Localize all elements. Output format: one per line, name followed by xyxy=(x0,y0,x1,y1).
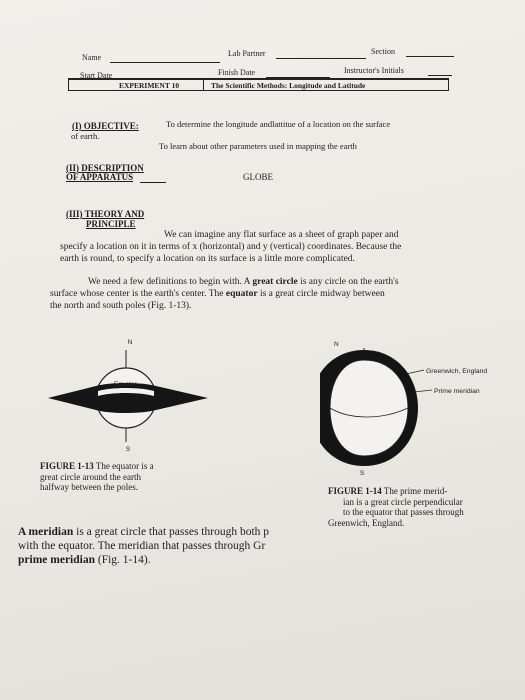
lab-partner-label: Lab Partner xyxy=(228,49,266,58)
objective-line-1: To determine the longitude andlattitue of a location on the surface xyxy=(166,119,391,129)
name-label: Name xyxy=(82,53,102,62)
fig14-prime-meridian-label: Prime meridian xyxy=(434,388,480,395)
theory-p2-line-1: We need a few definitions to begin with. A great circle is any circle on the earth's xyxy=(88,277,399,287)
name-field[interactable] xyxy=(110,62,220,63)
figure-1-14-caption: FIGURE 1-14 The prime merid- ian is a great circle perpendicular to the equator that passes through Greenwich, England. xyxy=(328,486,464,528)
section-field[interactable] xyxy=(406,56,454,57)
theory-p1-line-2: specify a location on it in terms of x (horizontal) and y (vertical) coordinates. Because the xyxy=(60,242,402,253)
theory-p1-line-3: earth is round, to specify a location on its surface is a little more complicated. xyxy=(60,254,355,265)
meridian-line-2: with the equator. The meridian that passes through Gr xyxy=(18,540,266,552)
theory-heading-line-1: (III) THEORY AND xyxy=(66,209,145,219)
lab-partner-field[interactable] xyxy=(276,58,366,59)
fig13-south-label: S xyxy=(125,446,131,453)
fig14-south-label: S xyxy=(359,470,365,477)
meridian-line-1: A meridian is a great circle that passes through both p xyxy=(18,526,270,538)
description-heading-line-2: OF APPARATUS xyxy=(66,172,134,182)
apparatus-name: GLOBE xyxy=(243,172,273,182)
meridian-line-3: prime meridian (Fig. 1-14). xyxy=(18,554,151,566)
description-underline xyxy=(140,182,166,183)
meridian-paragraph xyxy=(18,525,328,567)
start-date-label: Start Date xyxy=(80,71,113,80)
figure-1-13-equator-diagram xyxy=(40,330,230,460)
prime-meridian-term: prime meridian xyxy=(18,554,95,566)
figure-1-14-prime-meridian-diagram xyxy=(320,334,510,480)
instructors-initials-field[interactable] xyxy=(428,75,452,76)
objective-heading: (I) OBJECTIVE: xyxy=(72,121,139,131)
great-circle-term: great circle xyxy=(252,277,298,287)
figure-1-13-caption: FIGURE 1-13 The equator is a great circle around the earth halfway between the poles. xyxy=(40,461,154,492)
theory-paragraph-2 xyxy=(50,276,490,313)
experiment-banner xyxy=(68,78,449,91)
experiment-title: The Scientific Methods: Longitude and Latitude xyxy=(211,81,366,90)
theory-paragraph-1 xyxy=(60,229,480,266)
fig14-north-label: N xyxy=(334,341,339,348)
equator-term: equator xyxy=(225,289,258,300)
theory-p1-line-1: We can imagine any flat surface as a sheet of graph paper and xyxy=(164,230,399,240)
fig14-greenwich-label: Greenwich, England xyxy=(426,368,488,375)
instructors-initials-label: Instructor's Initials xyxy=(344,66,404,75)
banner-divider xyxy=(203,80,204,90)
theory-p2-line-3: the north and south poles (Fig. 1-13). xyxy=(50,301,192,312)
objective-line-2: of earth. xyxy=(71,131,100,141)
section-label: Section xyxy=(371,47,395,56)
experiment-number: EXPERIMENT 10 xyxy=(119,81,180,90)
theory-heading-line-2: PRINCIPLE xyxy=(86,219,136,229)
fig13-equator-label: Equator xyxy=(114,381,137,388)
theory-p2-line-2: surface whose center is the earth's center. The equator is a great circle midway between xyxy=(50,289,385,300)
description-heading-line-1: (II) DESCRIPTION xyxy=(66,163,144,173)
fig13-north-label: N xyxy=(127,339,133,346)
meridian-term: A meridian xyxy=(18,526,74,538)
finish-date-label: Finish Date xyxy=(218,68,256,77)
objective-line-3: To learn about other parameters used in mapping the earth xyxy=(159,141,357,151)
